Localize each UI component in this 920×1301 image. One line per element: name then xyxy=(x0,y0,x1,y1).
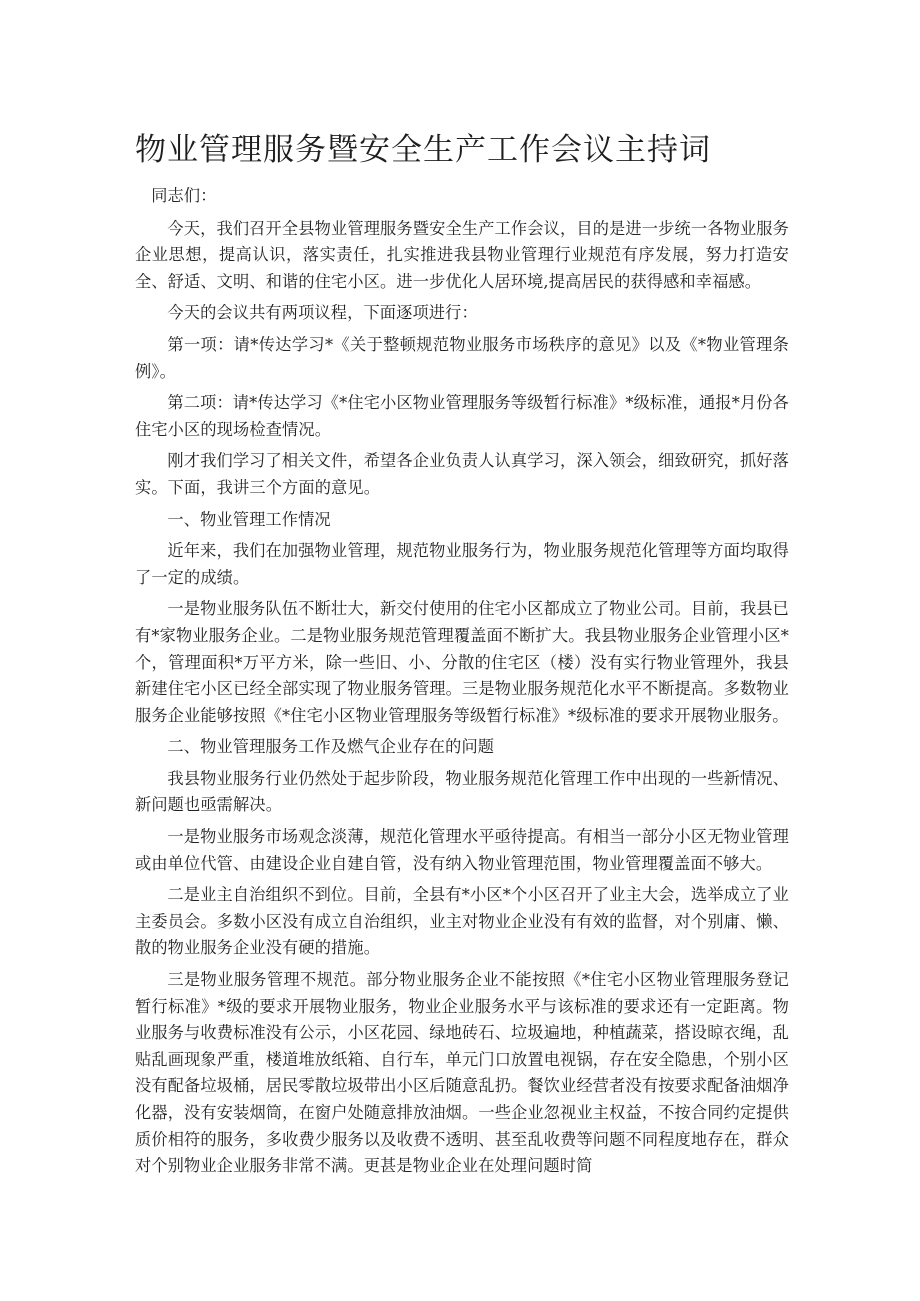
greeting: 同志们： xyxy=(151,186,217,205)
paragraph: 二是业主自治组织不到位。目前，全县有*小区*个小区召开了业主大会，选举成立了业主委员会。多数小区没有成立自治组织，业主对物业企业没有有效的监督，对个别庸、懒、散的物业服务企业没有硬的措施。 xyxy=(135,885,789,958)
paragraph: 一是物业服务队伍不断壮大，新交付使用的住宅小区都成立了物业公司。目前，我县已有*家物业服务企业。二是物业服务规范管理覆盖面不断扩大。我县物业服务企业管理小区*个，管理面积*万平方米，除一些旧、小、分散的住宅区（楼）没有实行物业管理外，我县新建住宅小区已经全部实现了物业服务管理。三是物业服务规范化水平不断提高。多数物业服务企业能够按照《*住宅小区物业管理服务等级暂行标准》*级标准的要求开展物业服务。 xyxy=(135,599,789,725)
paragraph-intro: 今天，我们召开全县物业管理服务暨安全生产工作会议，目的是进一步统一各物业服务企业思想，提高认识，落实责任，扎实推进我县物业管理行业规范有序发展，努力打造安全、舒适、文明、和谐的住宅小区。进一步优化人居环境,提高居民的获得感和幸福感。 xyxy=(135,218,789,291)
paragraph-agenda-item-1: 第一项：请*传达学习*《关于整顿规范物业服务市场秩序的意见》以及《*物业管理条例》。 xyxy=(135,334,789,381)
document-body xyxy=(135,183,789,1185)
paragraph: 我县物业服务行业仍然处于起步阶段，物业服务规范化管理工作中出现的一些新情况、新问题也亟需解决。 xyxy=(135,768,789,815)
document-title: 物业管理服务暨安全生产工作会议主持词 xyxy=(135,132,711,168)
paragraph: 三是物业服务管理不规范。部分物业服务企业不能按照《*住宅小区物业管理服务登记暂行标准》*级的要求开展物业服务，物业企业服务水平与该标准的要求还有一定距离。物业服务与收费标准没有公示，小区花园、绿地砖石、垃圾遍地，种植蔬菜，搭设晾衣绳，乱贴乱画现象严重，楼道堆放纸箱、自行车，单元门口放置电视锅，存在安全隐患，个别小区没有配备垃圾桶，居民零散垃圾带出小区后随意乱扔。餐饮业经营者没有按要求配备油烟净化器，没有安装烟筒，在窗户处随意排放油烟。一些企业忽视业主权益，不按合同约定提供质价相符的服务，多收费少服务以及收费不透明、甚至乱收费等问题不同程度地存在，群众对个别物业企业服务非常不满。更甚是物业企业在处理问题时简 xyxy=(135,970,789,1176)
paragraph: 近年来，我们在加强物业管理，规范物业服务行为，物业服务规范化管理等方面均取得了一定的成绩。 xyxy=(135,541,789,587)
paragraph-transition: 刚才我们学习了相关文件，希望各企业负责人认真学习，深入领会，细致研究，抓好落实。下面，我讲三个方面的意见。 xyxy=(135,451,789,497)
paragraph-agenda-item-2: 第二项：请*传达学习《*住宅小区物业管理服务等级暂行标准》*级标准，通报*月份各住宅小区的现场检查情况。 xyxy=(135,393,789,439)
paragraph-agenda: 今天的会议共有两项议程，下面逐项进行： xyxy=(167,303,478,323)
paragraph: 一是物业服务市场观念淡薄，规范化管理水平亟待提高。有相当一部分小区无物业管理或由单位代管、由建设企业自建自管，没有纳入物业管理范围，物业管理覆盖面不够大。 xyxy=(135,827,789,873)
section-heading-2: 二、物业管理服务工作及燃气企业存在的问题 xyxy=(167,737,495,757)
section-heading-1: 一、物业管理工作情况 xyxy=(167,509,331,529)
